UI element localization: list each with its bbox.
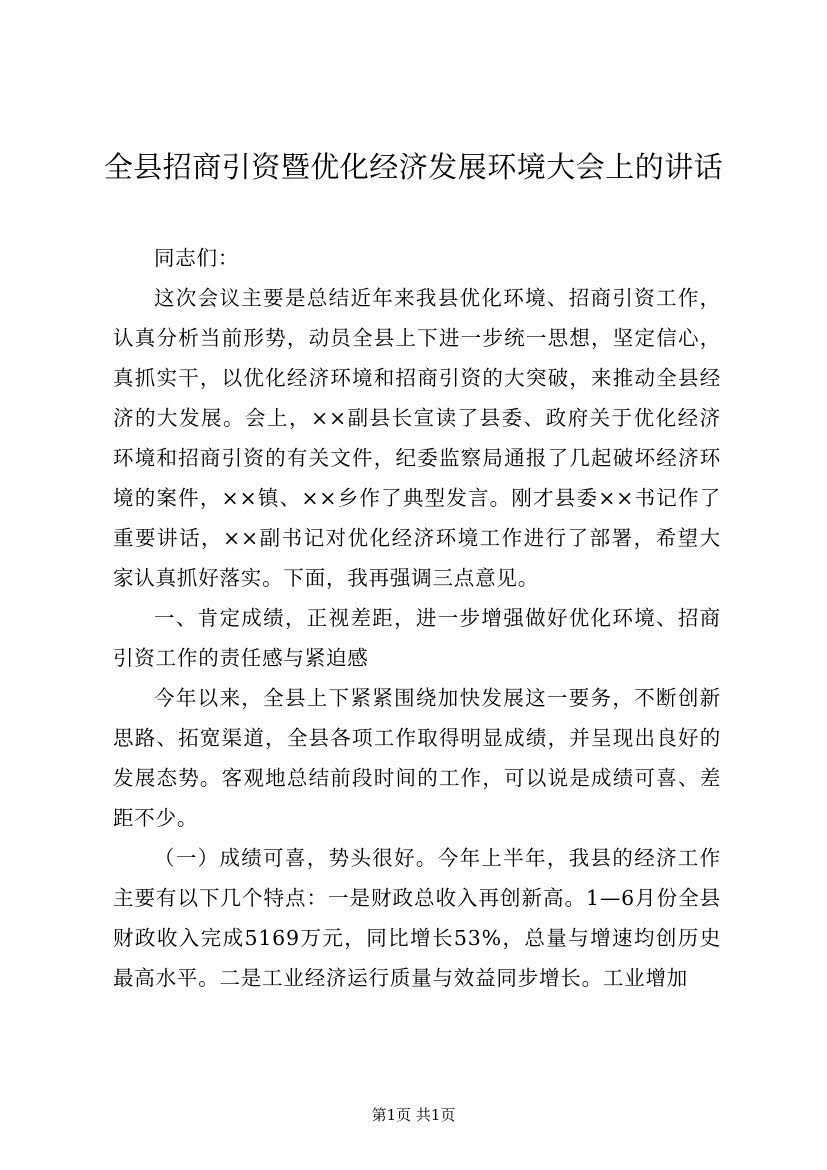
page-footer: 第1页 共1页 [371,1106,456,1124]
overview-paragraph: 今年以来，全县上下紧紧围绕加快发展这一要务，不断创新思路、拓宽渠道，全县各项工作取得明显成绩，并呈现出良好的发展态势。客观地总结前段时间的工作，可以说是成绩可喜、差距不少。 [113,686,721,830]
achievements-paragraph: （一）成绩可喜，势头很好。今年上半年，我县的经济工作主要有以下几个特点：一是财政总收入再创新高。1—6月份全县财政收入完成5169万元，同比增长53%，总量与增速均创历史最高水平。二是工业经济运行质量与效益同步增长。工业增加 [113,846,721,990]
salutation-paragraph: 同志们： [154,246,240,270]
intro-paragraph: 这次会议主要是总结近年来我县优化环境、招商引资工作，认真分析当前形势，动员全县上下进一步统一思想，坚定信心，真抓实干，以优化经济环境和招商引资的大突破，来推动全县经济的大发展。会上，××副县长宣读了县委、政府关于优化经济环境和招商引资的有关文件，纪委监察局通报了几起破坏经济环境的案件，××镇、××乡作了典型发言。刚才县委××书记作了重要讲话，××副书记对优化经济环境工作进行了部署，希望大家认真抓好落实。下面，我再强调三点意见。 [113,286,721,590]
document-body [113,238,721,998]
document-title: 全县招商引资暨优化经济发展环境大会上的讲话 [103,150,724,184]
section-heading-one: 一、肯定成绩，正视差距，进一步增强做好优化环境、招商引资工作的责任感与紧迫感 [113,606,721,670]
